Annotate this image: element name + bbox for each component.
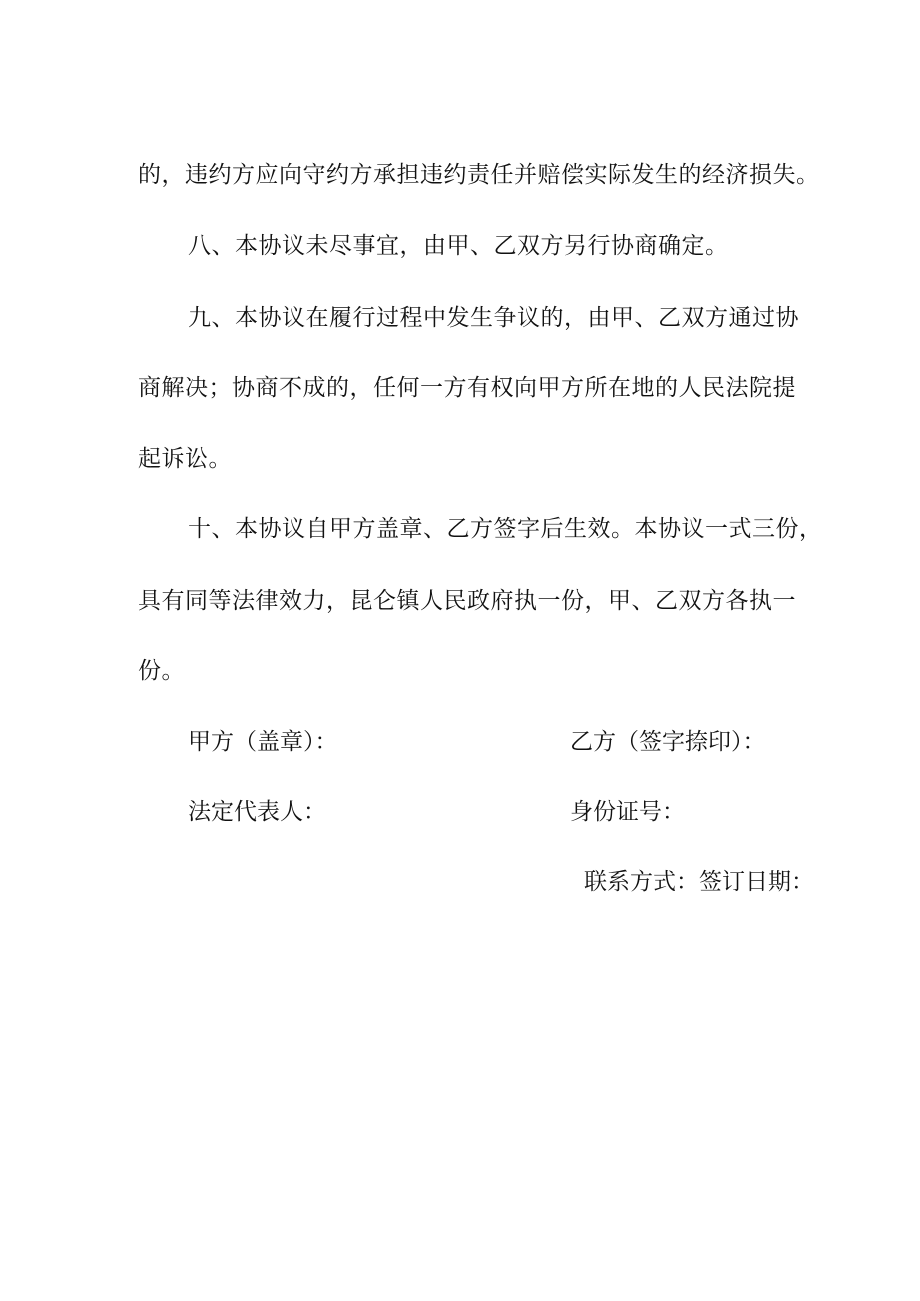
paragraph-line: 的，违约方应向守约方承担违约责任并赔偿实际发生的经济损失。 xyxy=(138,162,820,188)
clause-nine-line-2: 商解决；协商不成的，任何一方有权向甲方所在地的人民法院提 xyxy=(138,375,796,401)
contact-and-date-label: 联系方式：签订日期： xyxy=(584,869,814,895)
clause-ten-line-2: 具有同等法律效力，昆仑镇人民政府执一份，甲、乙双方各执一 xyxy=(138,588,796,614)
clause-nine-line-3: 起诉讼。 xyxy=(138,446,232,472)
id-number-label: 身份证号： xyxy=(570,799,685,825)
clause-ten-line-3: 份。 xyxy=(138,658,185,684)
party-b-sign-label: 乙方（签字捺印）： xyxy=(570,729,766,755)
clause-ten-line-1: 十、本协议自甲方盖章、乙方签字后生效。本协议一式三份， xyxy=(188,516,823,542)
party-a-seal-label: 甲方（盖章）： xyxy=(188,729,338,755)
clause-eight: 八、本协议未尽事宜，由甲、乙双方另行协商确定。 xyxy=(188,233,729,259)
legal-representative-label: 法定代表人： xyxy=(188,799,326,825)
clause-nine-line-1: 九、本协议在履行过程中发生争议的，由甲、乙双方通过协 xyxy=(188,305,799,331)
